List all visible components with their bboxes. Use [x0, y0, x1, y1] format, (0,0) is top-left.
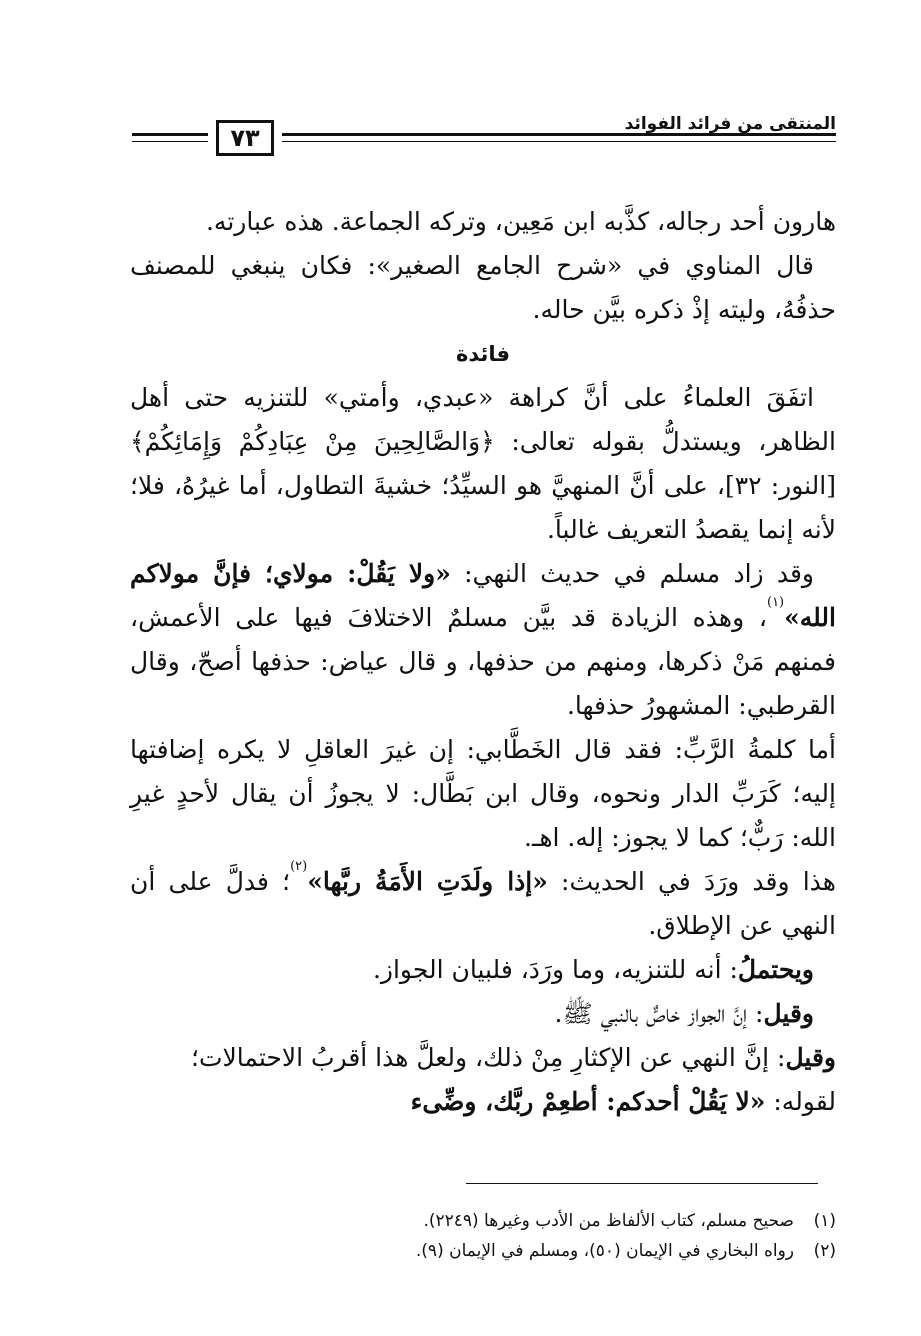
footnote-text: صحيح مسلم، كتاب الألفاظ من الأدب وغيرها (٢٢٤٩).: [423, 1211, 794, 1231]
footnote-2: [130, 1236, 836, 1266]
footnotes: [130, 1206, 836, 1266]
p9-rest: : إنَّ النهي عن الإكثارِ مِنْ ذلك، ولعلَّ هذا أقربُ الاحتمالات؛: [191, 1043, 786, 1072]
paragraph-2: قال المناوي في «شرح الجامع الصغير»: فكان ينبغي للمصنف حذفُهُ، وليته إذْ ذكره بيَّن حاله.: [130, 251, 836, 324]
paragraph-8: [130, 992, 836, 1036]
footnote-ref-1[interactable]: (١): [766, 595, 785, 610]
p4-text-a: وقد زاد مسلم في حديث النهي:: [450, 559, 814, 588]
p10-text-a: لقوله:: [765, 1087, 836, 1116]
header-rule-right-thick: [282, 133, 836, 136]
paragraph-4: [130, 552, 836, 728]
p8-lead: وقيل: [763, 999, 814, 1028]
p10-hadith-quote: «لا يَقُلْ أحدكم: أطعِمْ ربَّك، وضِّىء: [410, 1087, 766, 1116]
p6-hadith-quote: «إذا ولَدَتِ الأَمَةُ ربَّها»: [307, 867, 548, 896]
paragraph-3: اتفَقَ العلماءُ على أنَّ كراهة «عبدي، وأمتي» للتنزيه حتى أهل الظاهر، ويستدلُّ بقوله تعالى: ﴿وَالصَّالِحِينَ مِنْ عِبَادِكُمْ وَإِمَائِكُمْ﴾ [النور: ٣٢]، على أنَّ المنهيَّ هو السيِّدُ؛ خشيةَ التطاول، أما غيرُهُ، فلا؛ لأنه إنما يقصدُ التعريف غالباً.: [130, 383, 836, 544]
footnote-1: [130, 1206, 836, 1236]
page-number: ٧٣: [216, 120, 274, 156]
p7-lead: ويحتملُ: [737, 955, 814, 984]
paragraph-9: [130, 1036, 836, 1080]
p9-lead: وقيل: [785, 1043, 836, 1072]
p8-rest: : إنَّ الجواز خاصٌّ بالنبي ﷺ.: [554, 999, 764, 1028]
section-heading: فائدة: [455, 342, 511, 366]
paragraph-5: أما كلمةُ الرَّبِّ: فقد قال الخَطَّابي: إن غيرَ العاقلِ لا يكره إضافتها إليه؛ كَرَبِّ الدار ونحوه، وقال ابن بَطَّال: لا يجوزُ أن يقال لأحدٍ غيرِ الله: رَبٌّ؛ كما لا يجوز: إله. اهـ.: [130, 735, 836, 852]
page-header: [132, 108, 836, 160]
header-rule-left-thick: [132, 133, 208, 136]
header-rule-left-thin: [132, 141, 208, 142]
p4-hadith-quote: «ولا يَقُلْ: مولاي؛ فإنَّ مولاكم الله»: [130, 559, 836, 632]
p4-text-b: ، وهذه الزيادة قد بيَّن مسلمٌ الاختلافَ فيها على الأعمش، فمنهم مَنْ ذكرها، ومنهم من حذفها، و قال عياض: حذفها أصحّ، وقال القرطبي: المشهورُ حذفها.: [130, 603, 836, 720]
header-rule-right-thin: [282, 141, 836, 142]
footnote-ref-2[interactable]: (٢): [290, 859, 308, 874]
footnote-number: (١): [813, 1211, 836, 1231]
p6-text-b: ؛ فدلَّ على أن النهي عن الإطلاق.: [130, 867, 836, 940]
footnote-separator: [466, 1183, 818, 1184]
running-title: المنتقى من فرائد الفوائد: [624, 114, 836, 134]
p6-text-a: هذا وقد ورَدَ في الحديث:: [547, 867, 836, 896]
footnote-text: رواه البخاري في الإيمان (٥٠)، ومسلم في الإيمان (٩).: [415, 1241, 794, 1261]
p7-rest: : أنه للتنزيه، وما ورَدَ، فلبيان الجواز.: [372, 955, 738, 984]
paragraph-10: [130, 1080, 836, 1124]
footnote-number: (٢): [813, 1241, 836, 1261]
paragraph-6: [130, 860, 836, 948]
main-text: [130, 200, 836, 1124]
paragraph-7: [130, 948, 836, 992]
paragraph-1: هارون أحد رجاله، كذَّبه ابن مَعِين، وتركه الجماعة. هذه عبارته.: [205, 207, 836, 236]
